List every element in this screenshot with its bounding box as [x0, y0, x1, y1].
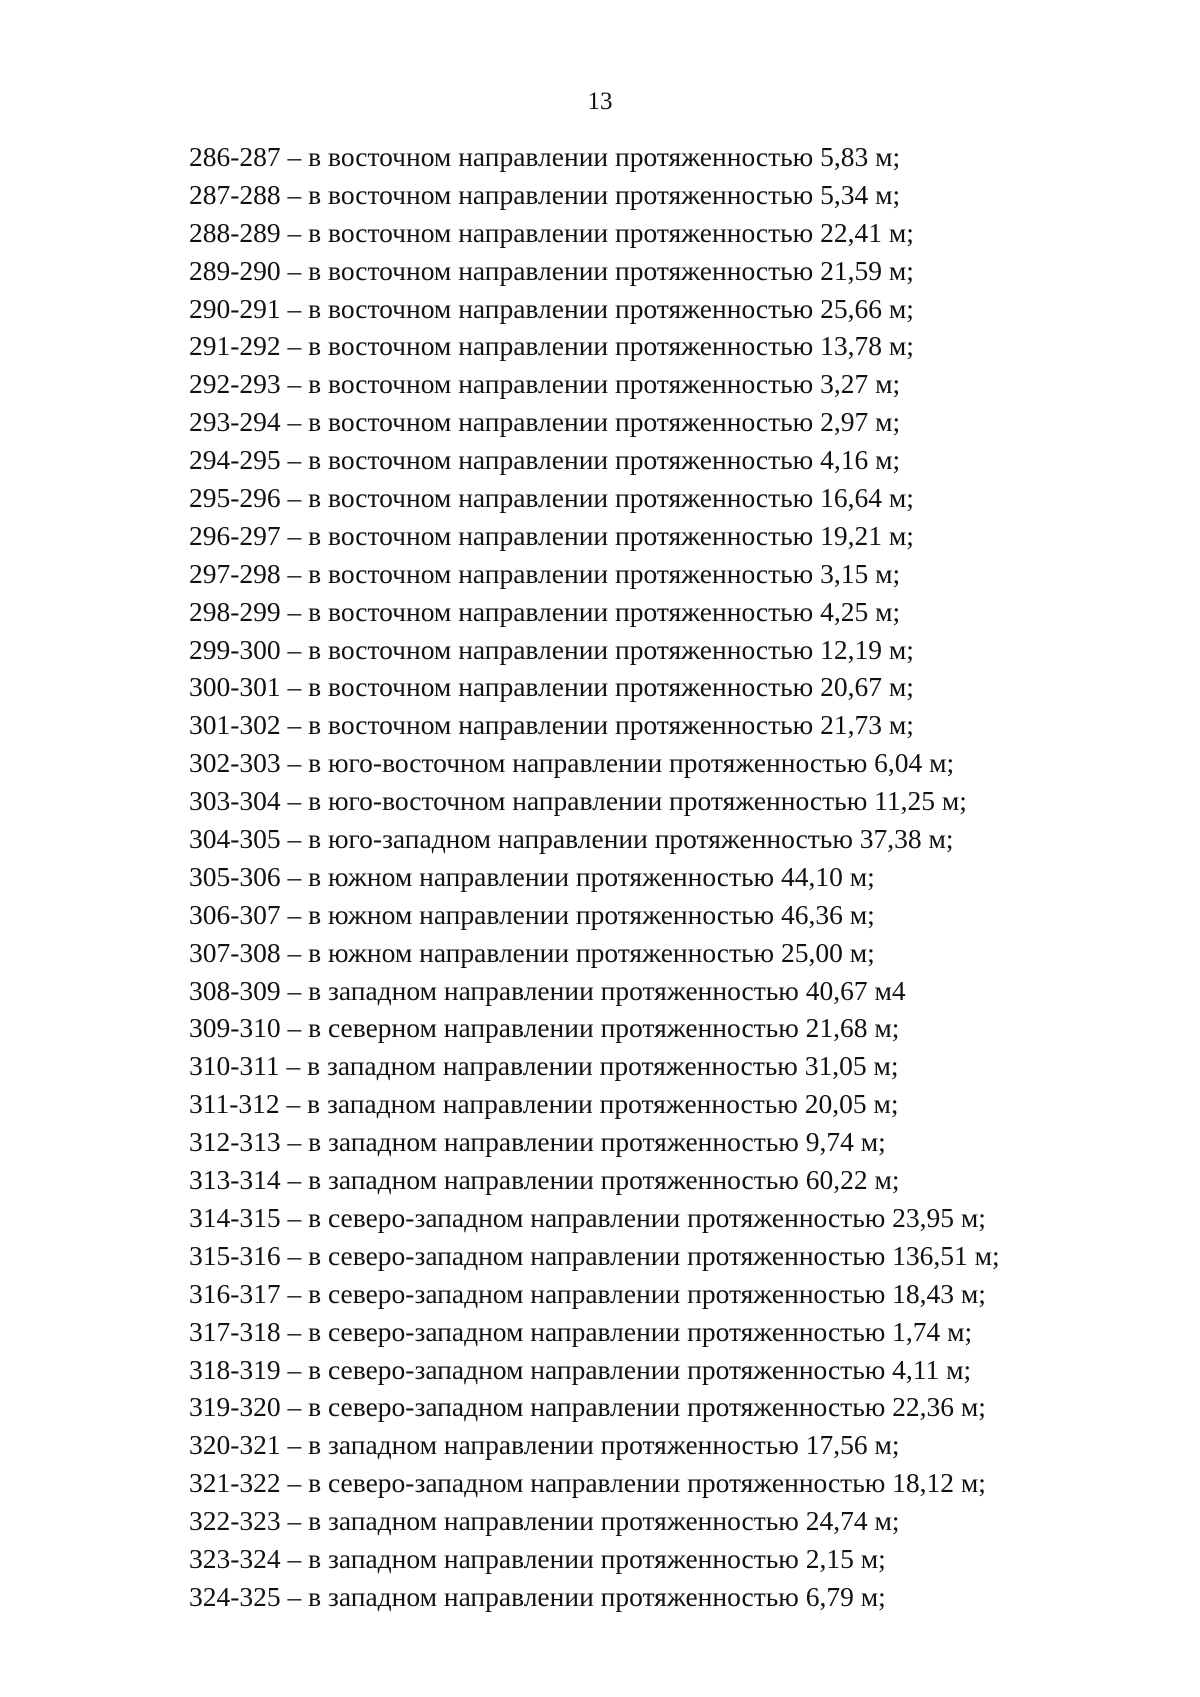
boundary-segment-line: 310-311 – в западном направлении протяженностью 31,05 м;: [189, 1050, 899, 1082]
boundary-segment-line: 317-318 – в северо-западном направлении протяженностью 1,74 м;: [189, 1315, 973, 1347]
boundary-segment-line: 318-319 – в северо-западном направлении протяженностью 4,11 м;: [189, 1353, 972, 1385]
boundary-segment-line: 304-305 – в юго-западном направлении протяженностью 37,38 м;: [189, 823, 954, 855]
boundary-segment-line: 319-320 – в северо-западном направлении протяженностью 22,36 м;: [189, 1391, 986, 1423]
boundary-segment-line: 291-292 – в восточном направлении протяженностью 13,78 м;: [189, 330, 914, 362]
boundary-segment-line: 311-312 – в западном направлении протяженностью 20,05 м;: [189, 1088, 899, 1120]
boundary-segment-line: 286-287 – в восточном направлении протяженностью 5,83 м;: [189, 141, 901, 172]
boundary-segment-line: 289-290 – в восточном направлении протяженностью 21,59 м;: [189, 254, 914, 286]
boundary-segment-line: 323-324 – в западном направлении протяженностью 2,15 м;: [189, 1542, 886, 1574]
boundary-segment-line: 287-288 – в восточном направлении протяженностью 5,34 м;: [189, 178, 901, 210]
boundary-segment-line: 320-321 – в западном направлении протяженностью 17,56 м;: [189, 1429, 900, 1461]
boundary-segment-line: 290-291 – в восточном направлении протяженностью 25,66 м;: [189, 292, 914, 324]
boundary-segment-line: 292-293 – в восточном направлении протяженностью 3,27 м;: [189, 368, 901, 400]
boundary-segment-line: 306-307 – в южном направлении протяженностью 46,36 м;: [189, 898, 875, 930]
boundary-segment-line: 315-316 – в северо-западном направлении протяженностью 136,51 м;: [189, 1239, 1000, 1271]
boundary-segment-line: 300-301 – в восточном направлении протяженностью 20,67 м;: [189, 671, 914, 703]
boundary-segment-line: 305-306 – в южном направлении протяженностью 44,10 м;: [189, 860, 875, 892]
boundary-segment-line: 316-317 – в северо-западном направлении протяженностью 18,43 м;: [189, 1277, 986, 1309]
boundary-segment-line: 324-325 – в западном направлении протяженностью 6,79 м;: [189, 1580, 886, 1612]
boundary-segment-line: 314-315 – в северо-западном направлении протяженностью 23,95 м;: [189, 1201, 986, 1233]
boundary-segment-line: 322-323 – в западном направлении протяженностью 24,74 м;: [189, 1505, 900, 1537]
boundary-segment-line: 288-289 – в восточном направлении протяженностью 22,41 м;: [189, 216, 914, 248]
boundary-segment-line: 302-303 – в юго-восточном направлении протяженностью 6,04 м;: [189, 747, 955, 779]
boundary-segment-line: 299-300 – в восточном направлении протяженностью 12,19 м;: [189, 633, 914, 665]
boundary-segment-line: 307-308 – в южном направлении протяженностью 25,00 м;: [189, 936, 875, 968]
boundary-description-list: [189, 138, 1189, 1616]
boundary-segment-line: 297-298 – в восточном направлении протяженностью 3,15 м;: [189, 557, 901, 589]
boundary-segment-line: 296-297 – в восточном направлении протяженностью 19,21 м;: [189, 519, 914, 551]
page-number: 13: [587, 88, 613, 115]
boundary-segment-line: 312-313 – в западном направлении протяженностью 9,74 м;: [189, 1126, 886, 1158]
boundary-segment-line: 293-294 – в восточном направлении протяженностью 2,97 м;: [189, 406, 901, 438]
boundary-segment-line: 295-296 – в восточном направлении протяженностью 16,64 м;: [189, 482, 914, 514]
boundary-segment-line: 294-295 – в восточном направлении протяженностью 4,16 м;: [189, 444, 901, 476]
boundary-segment-line: 308-309 – в западном направлении протяженностью 40,67 м4: [189, 974, 906, 1006]
boundary-segment-line: 313-314 – в западном направлении протяженностью 60,22 м;: [189, 1164, 900, 1196]
boundary-segment-line: 298-299 – в восточном направлении протяженностью 4,25 м;: [189, 595, 901, 627]
boundary-segment-line: 309-310 – в северном направлении протяженностью 21,68 м;: [189, 1012, 900, 1044]
boundary-segment-line: 321-322 – в северо-западном направлении протяженностью 18,12 м;: [189, 1467, 986, 1499]
boundary-segment-line: 303-304 – в юго-восточном направлении протяженностью 11,25 м;: [189, 785, 967, 817]
boundary-segment-line: 301-302 – в восточном направлении протяженностью 21,73 м;: [189, 709, 914, 741]
